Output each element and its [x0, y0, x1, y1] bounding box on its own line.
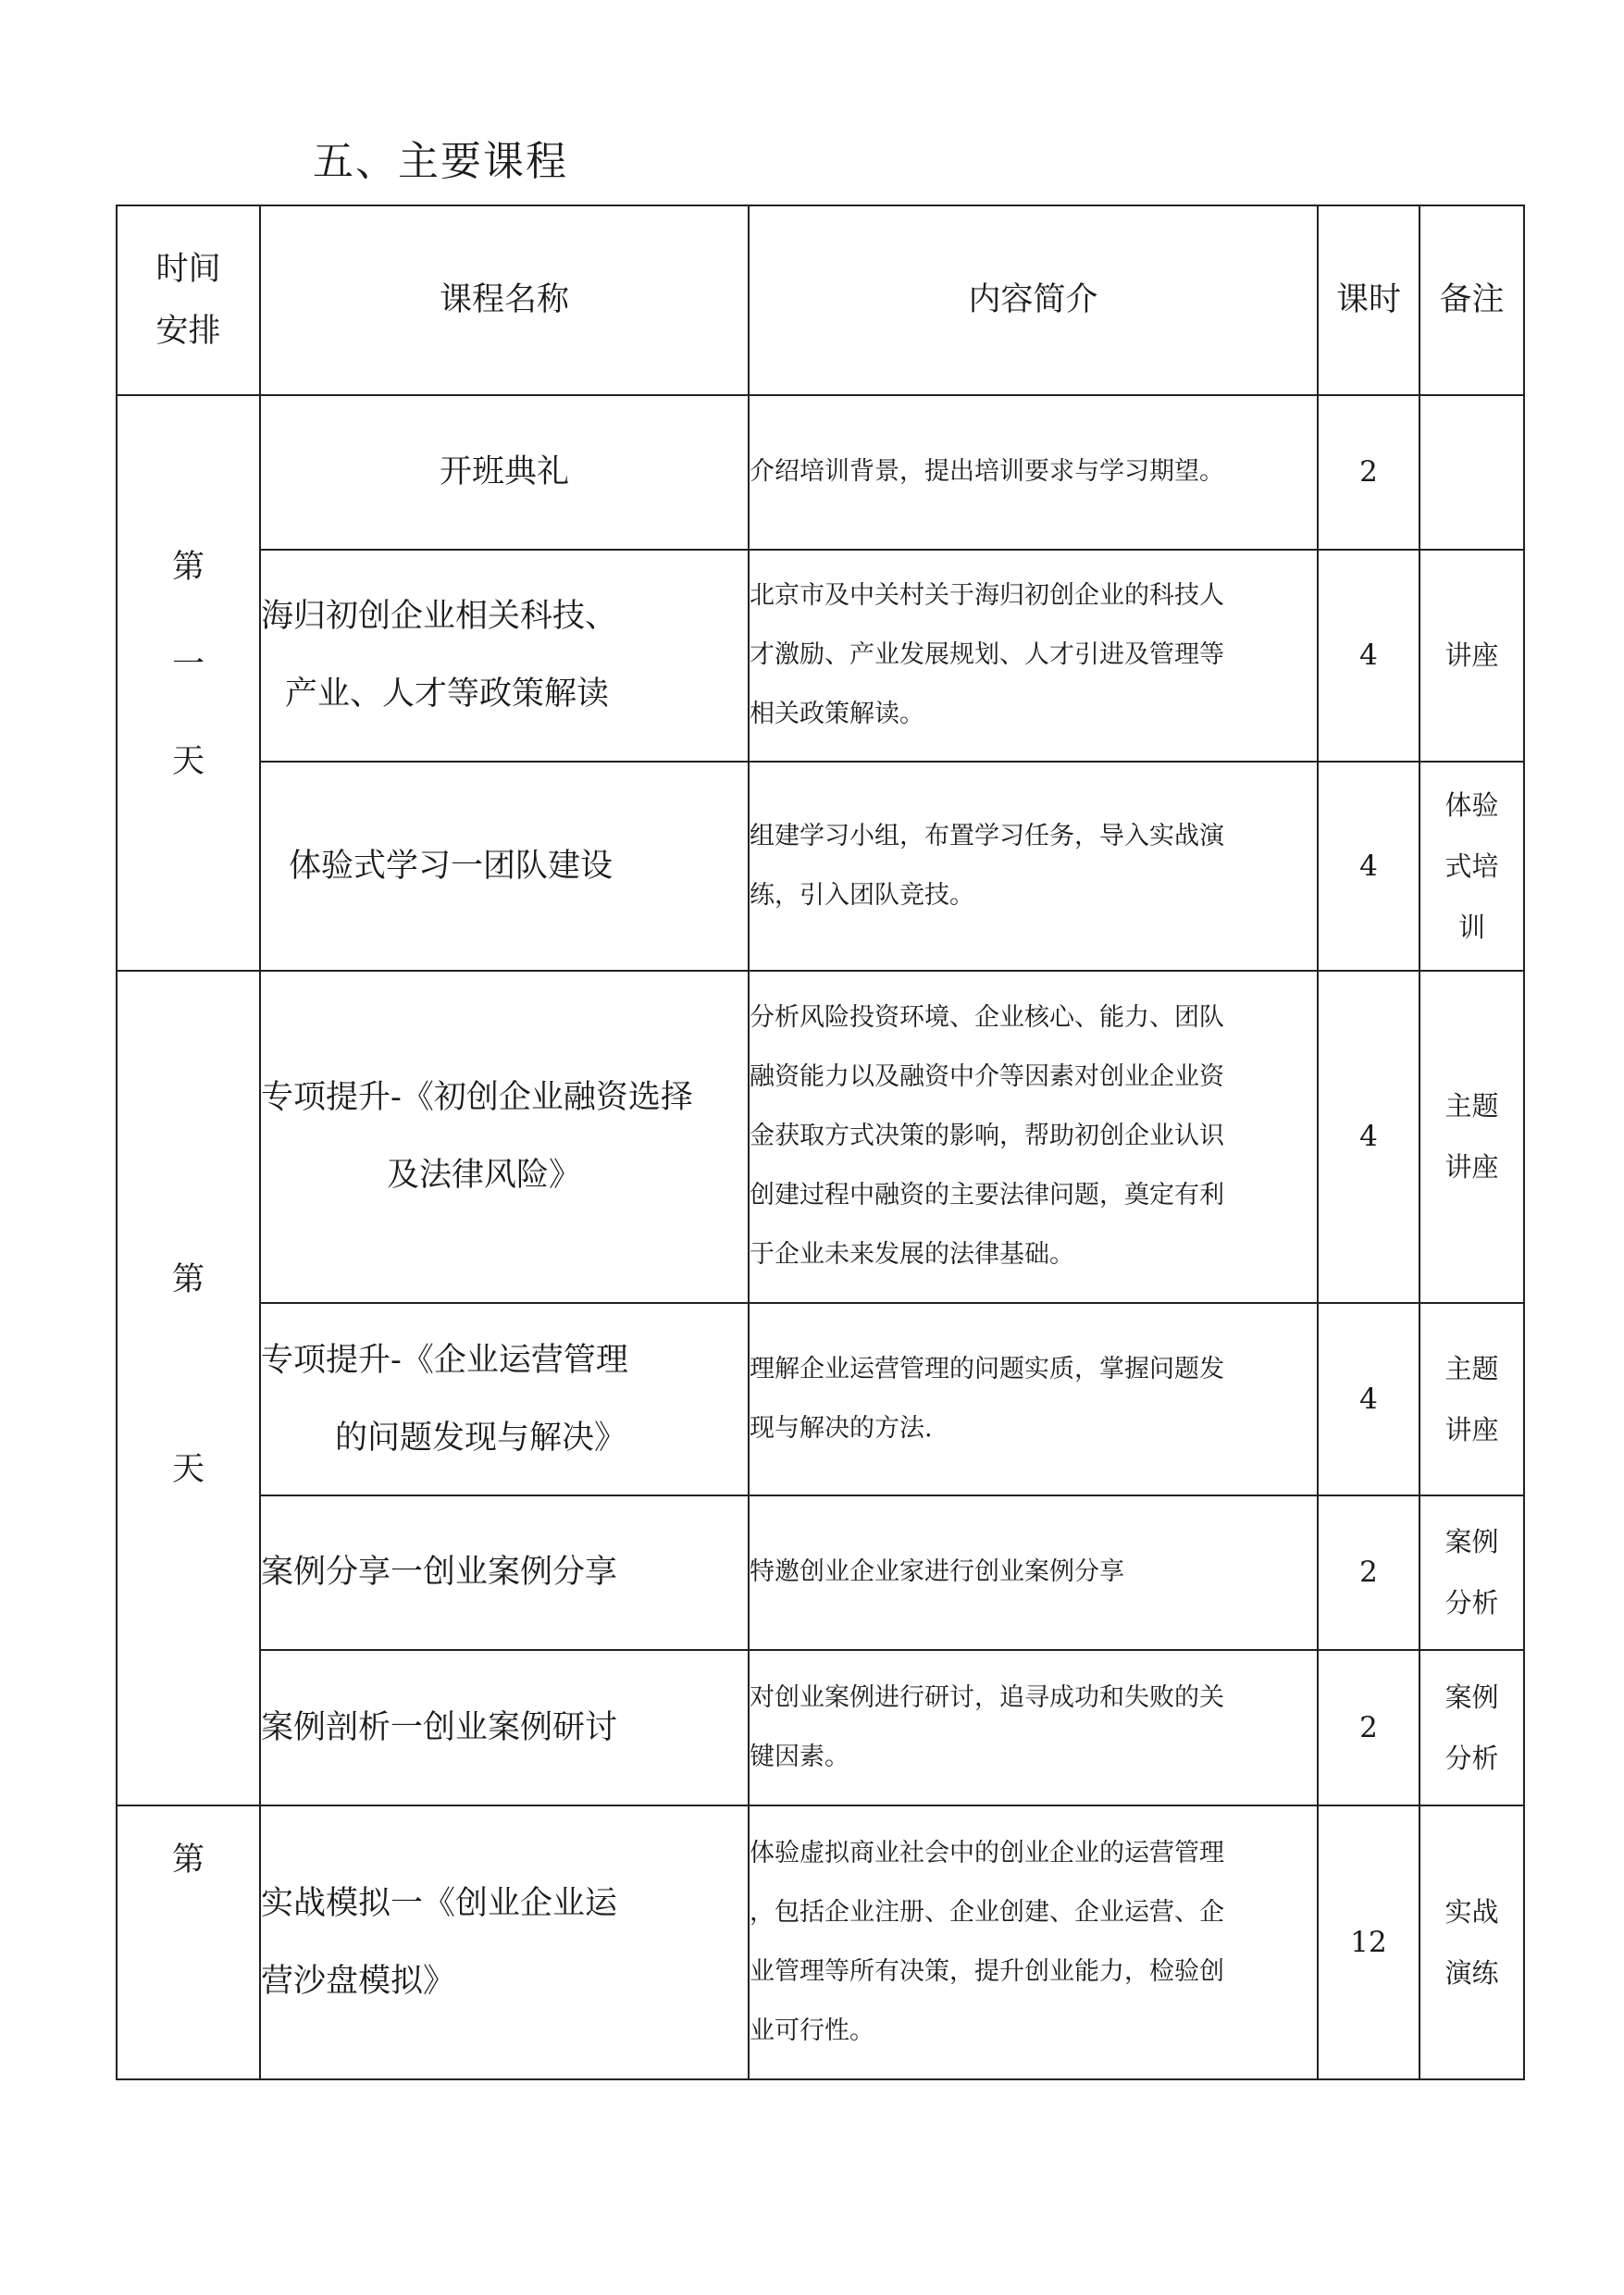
course-name-cell [260, 762, 749, 971]
course-name-cell [260, 1650, 749, 1805]
course-note-cell [1419, 1495, 1524, 1651]
course-note-line: 分析 [1444, 1587, 1499, 1619]
course-note-line: 讲座 [1444, 1413, 1499, 1445]
header-intro: 内容简介 [749, 205, 1318, 395]
course-note-cell [1419, 971, 1524, 1303]
course-name-line: 海归初创企业相关科技、 [261, 598, 618, 636]
course-intro-line: 组建学习小组，布置学习任务，导入实战演 [750, 822, 1224, 851]
course-intro-line: 北京市及中关村关于海归初创企业的科技人 [750, 581, 1224, 611]
course-name-line: 案例分享一创业案例分享 [261, 1554, 618, 1592]
day-cell-2 [117, 971, 260, 1805]
course-intro-line: 体验虚拟商业社会中的创业企业的运营管理 [750, 1839, 1224, 1867]
course-intro-line: ，包括企业注册、企业创建、企业运营、企 [750, 1898, 1224, 1927]
course-intro-line: 才激励、产业发展规划、人才引进及管理等 [750, 640, 1224, 670]
course-intro-line: 融资能力以及融资中介等因素对创业企业资 [750, 1062, 1224, 1092]
course-hours: 2 [1318, 395, 1419, 550]
day-2-char: 第 [171, 1261, 205, 1298]
table-row [117, 1495, 1524, 1651]
course-note-line: 训 [1457, 912, 1485, 944]
course-intro-line: 分析风险投资环境、企业核心、能力、团队 [750, 1003, 1224, 1033]
course-intro-cell [749, 762, 1318, 971]
header-note: 备注 [1419, 205, 1524, 395]
course-intro-line: 现与解决的方法. [750, 1413, 933, 1443]
course-intro-line: 键因素。 [750, 1743, 849, 1772]
course-name-line: 及法律风险》 [387, 1157, 582, 1195]
table-header-row [117, 205, 1524, 395]
table-row [117, 1805, 1524, 2079]
course-intro-cell [749, 1805, 1318, 2079]
course-hours: 4 [1318, 550, 1419, 763]
course-hours: 4 [1318, 1303, 1419, 1495]
course-note-line: 讲座 [1444, 639, 1499, 672]
course-hours: 4 [1318, 762, 1419, 971]
section-title: 五、主要课程 [313, 138, 568, 185]
header-course-name: 课程名称 [260, 205, 749, 395]
course-note-cell [1419, 1805, 1524, 2079]
course-hours: 12 [1318, 1805, 1419, 2079]
table-row [117, 550, 1524, 763]
course-note-cell [1419, 762, 1524, 971]
day-cell-3 [117, 1805, 260, 2079]
course-name-line: 实战模拟一《创业企业运 [261, 1885, 618, 1922]
course-hours: 2 [1318, 1495, 1419, 1651]
course-name-cell [260, 1805, 749, 2079]
course-intro-cell [749, 971, 1318, 1303]
course-name-line: 开班典礼 [439, 453, 569, 491]
course-intro-line: 金获取方式决策的影响，帮助初创企业认识 [750, 1122, 1224, 1151]
course-note-line: 讲座 [1444, 1151, 1499, 1184]
course-intro-line: 相关政策解读。 [750, 700, 924, 729]
table-row [117, 395, 1524, 550]
course-table [116, 205, 1525, 2080]
day-2-char: 天 [171, 1451, 205, 1488]
table-row [117, 1303, 1524, 1495]
day-1-char: 第 [171, 549, 205, 586]
course-hours: 2 [1318, 1650, 1419, 1805]
course-name-cell [260, 1303, 749, 1495]
course-intro-line: 业可行性。 [750, 2016, 874, 2045]
course-name-line: 营沙盘模拟》 [261, 1963, 456, 2000]
course-intro-cell [749, 1303, 1318, 1495]
course-note-line: 演练 [1444, 1957, 1499, 1989]
course-intro-cell [749, 395, 1318, 550]
header-time [117, 205, 260, 395]
table-row [117, 1650, 1524, 1805]
course-name-cell [260, 971, 749, 1303]
course-name-cell [260, 1495, 749, 1651]
course-note-cell [1419, 395, 1524, 550]
course-note-line: 分析 [1444, 1743, 1499, 1775]
course-intro-cell [749, 1650, 1318, 1805]
course-intro-line: 业管理等所有决策，提升创业能力，检验创 [750, 1957, 1224, 1986]
course-name-cell [260, 395, 749, 550]
header-time-line2: 安排 [155, 312, 221, 350]
course-name-line: 专项提升-《初创企业融资选择 [261, 1079, 693, 1117]
course-name-line: 产业、人才等政策解读 [285, 676, 610, 713]
course-intro-cell [749, 550, 1318, 763]
course-intro-cell [749, 1495, 1318, 1651]
table-row [117, 971, 1524, 1303]
course-intro-line: 练，引入团队竞技。 [750, 881, 974, 911]
header-time-line1: 时间 [155, 251, 221, 288]
course-name-line: 体验式学习一团队建设 [289, 848, 614, 886]
course-intro-line: 介绍培训背景，提出培训要求与学习期望。 [750, 457, 1224, 487]
course-name-cell [260, 550, 749, 763]
course-note-cell [1419, 1303, 1524, 1495]
course-intro-line: 理解企业运营管理的问题实质，掌握问题发 [750, 1354, 1224, 1383]
course-intro-line: 创建过程中融资的主要法律问题，奠定有利 [750, 1181, 1224, 1210]
day-3-char: 第 [171, 1842, 205, 1879]
course-note-line: 实战 [1444, 1896, 1499, 1928]
day-1-char: 天 [171, 743, 205, 780]
course-note-line: 主题 [1444, 1352, 1499, 1384]
course-note-cell [1419, 1650, 1524, 1805]
course-name-line: 专项提升-《企业运营管理 [261, 1341, 628, 1379]
course-intro-line: 对创业案例进行研讨，追寻成功和失败的关 [750, 1683, 1224, 1713]
day-1-char: 一 [171, 646, 205, 683]
course-intro-line: 特邀创业企业家进行创业案例分享 [750, 1557, 1124, 1587]
course-note-line: 式培 [1444, 850, 1499, 883]
table-row [117, 762, 1524, 971]
day-cell-1 [117, 395, 260, 971]
course-note-cell [1419, 550, 1524, 763]
course-note-line: 体验 [1444, 789, 1499, 822]
course-note-line: 主题 [1444, 1090, 1499, 1123]
course-note-line: 案例 [1444, 1681, 1499, 1714]
header-hours: 课时 [1318, 205, 1419, 395]
course-hours: 4 [1318, 971, 1419, 1303]
course-note-line: 案例 [1444, 1526, 1499, 1558]
course-name-line: 的问题发现与解决》 [335, 1419, 627, 1457]
course-intro-line: 于企业未来发展的法律基础。 [750, 1240, 1074, 1270]
course-name-line: 案例剖析一创业案例研讨 [261, 1709, 618, 1747]
